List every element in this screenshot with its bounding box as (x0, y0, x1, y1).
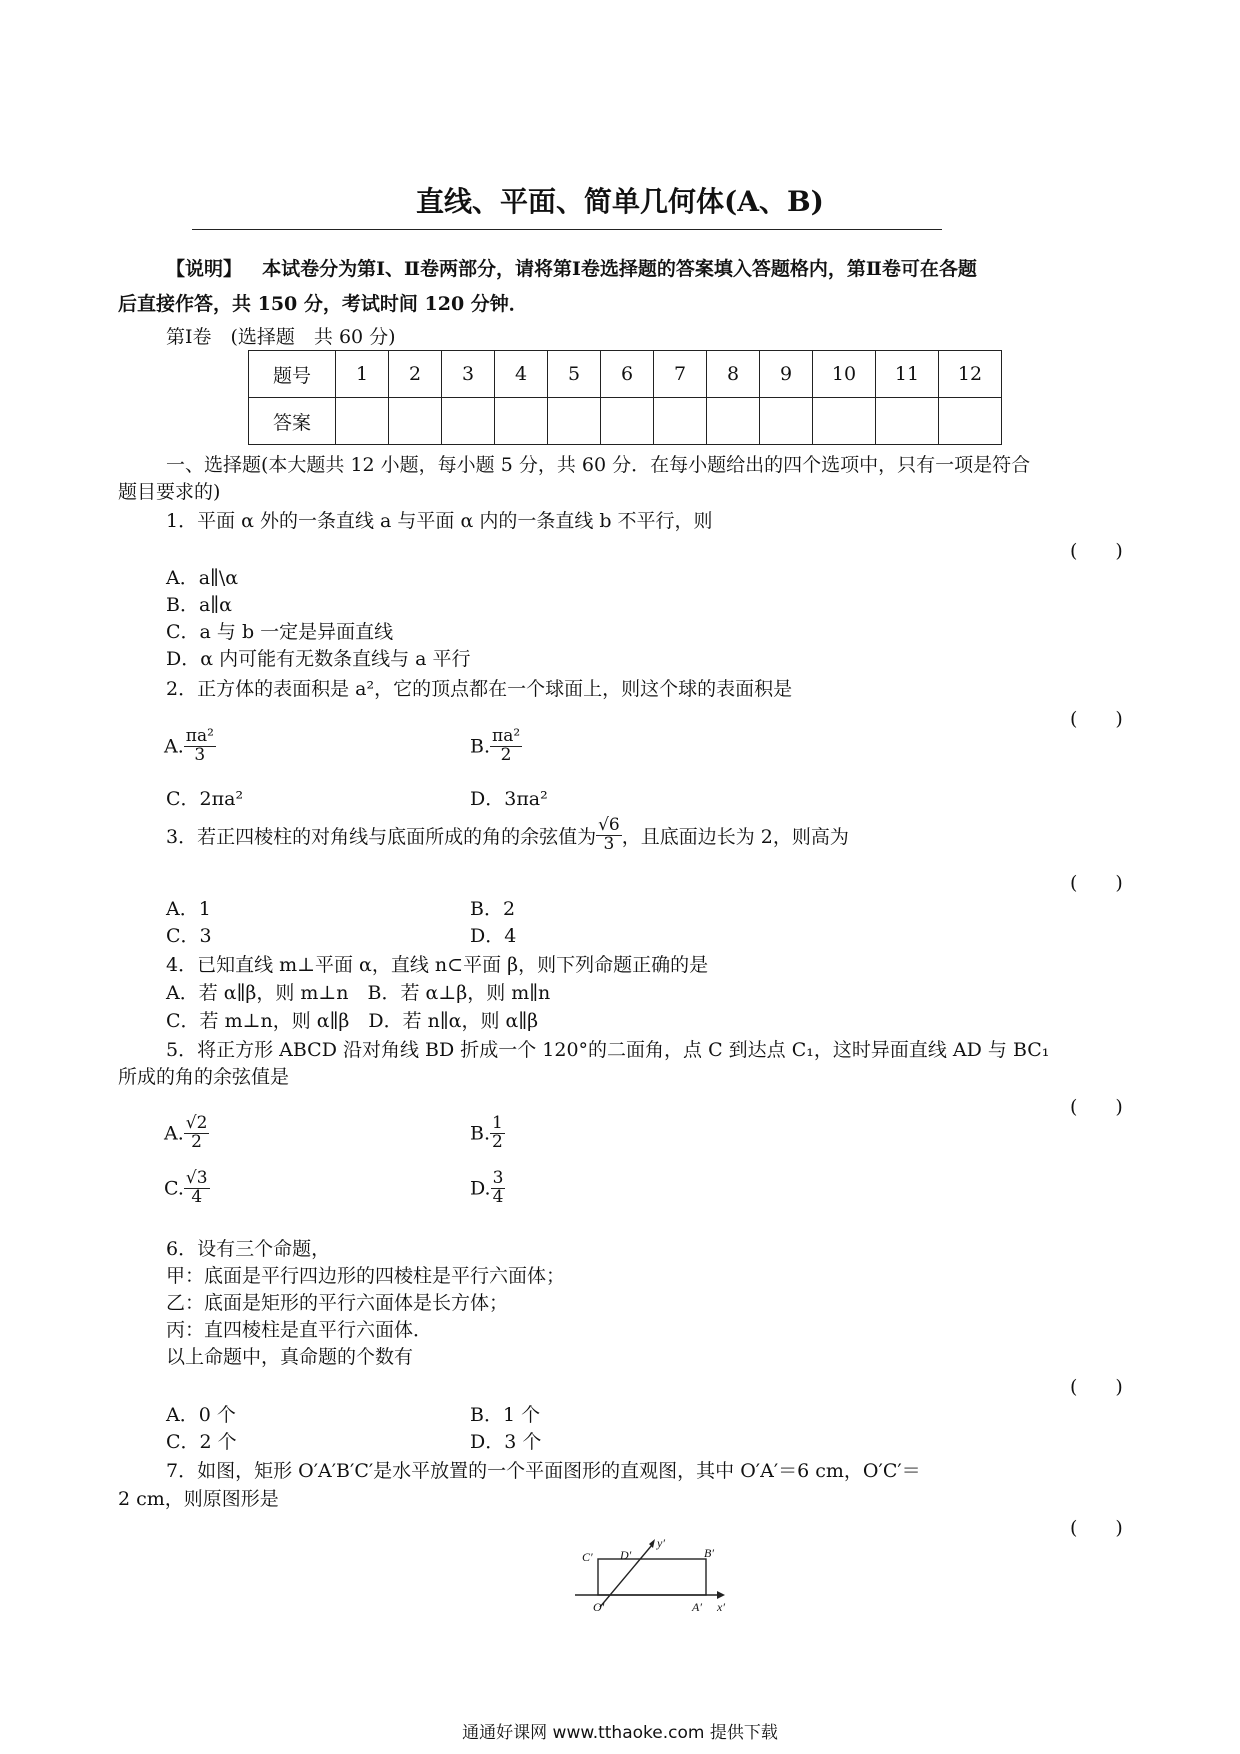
answer-cell[interactable] (813, 398, 876, 445)
q6-option-d: D．3 个 (470, 1431, 542, 1453)
answer-bracket: ( ) (1070, 872, 1123, 894)
label-x: x′ (717, 1600, 725, 1614)
q2-option-d: D．3πa² (470, 788, 548, 810)
q1-option-c: C．a 与 b 一定是异面直线 (166, 621, 394, 643)
fraction-numerator: πa² (492, 726, 521, 746)
answer-cell[interactable] (876, 398, 939, 445)
question-number-cell: 12 (939, 351, 1002, 398)
q5-option-b (470, 1115, 505, 1152)
answer-bracket: ( ) (1070, 1096, 1123, 1118)
q7-figure (565, 1535, 735, 1615)
answer-bracket: ( ) (1070, 1376, 1123, 1398)
answer-bracket: ( ) (1070, 1517, 1123, 1539)
q3-option-b: B．2 (470, 898, 516, 920)
fraction-denominator: 4 (191, 1186, 203, 1207)
question-number-cell: 3 (442, 351, 495, 398)
answer-table-answer-row (249, 398, 1002, 445)
label-y: y′ (657, 1536, 665, 1550)
instructions-line-2: 后直接作答，共 150 分，考试时间 120 分钟． (118, 293, 528, 315)
fraction-denominator: 2 (492, 1131, 503, 1152)
title-underline (192, 229, 942, 230)
answer-table-number-row (249, 351, 1002, 398)
fraction (491, 1170, 506, 1207)
label-b: B′ (704, 1546, 714, 1560)
question-number-cell: 10 (813, 351, 876, 398)
footer-source: 通通好课网 www.tthaoke.com 提供下载 (462, 1723, 778, 1743)
fraction-denominator: 2 (500, 744, 512, 765)
fraction-numerator: √2 (185, 1113, 208, 1133)
label-a: A′ (692, 1600, 702, 1614)
q3-option-c: C．3 (166, 925, 212, 947)
instructions-label: 【说明】 (166, 258, 243, 280)
answer-cell[interactable] (336, 398, 389, 445)
answer-bracket: ( ) (1070, 708, 1123, 730)
q3-stem-part-1: 3．若正四棱柱的对角线与底面所成的角的余弦值为 (166, 825, 597, 848)
question-number-cell: 8 (707, 351, 760, 398)
instructions-line-1 (166, 254, 977, 281)
page-title: 直线、平面、简单几何体(A、B) (416, 185, 824, 218)
q6-option-b: B．1 个 (470, 1404, 541, 1426)
q5-stem: 5．将正方形 ABCD 沿对角线 BD 折成一个 120°的二面角，点 C 到达点 C₁，这时异面直线 AD 与 BC₁ (166, 1039, 1050, 1061)
q6-stem: 6．设有三个命题， (166, 1238, 331, 1260)
fraction (184, 728, 216, 765)
option-label: A. (164, 735, 184, 758)
answer-cell[interactable] (548, 398, 601, 445)
option-label: B. (470, 735, 491, 758)
answer-cell[interactable] (389, 398, 442, 445)
answer-table (248, 350, 1002, 445)
answer-cell[interactable] (495, 398, 548, 445)
q6-option-c: C．2 个 (166, 1431, 237, 1453)
q3-stem (166, 817, 849, 854)
part1-heading: 第Ⅰ卷 (选择题 共 60 分) (166, 326, 396, 348)
fraction (184, 1115, 210, 1152)
q5-option-c (164, 1170, 210, 1207)
option-label: C. (164, 1177, 184, 1200)
fraction (596, 817, 622, 854)
fraction (490, 1115, 505, 1152)
q4-stem: 4．已知直线 m⊥平面 α，直线 n⊂平面 β，则下列命题正确的是 (166, 954, 709, 976)
q7-stem-cont: 2 cm，则原图形是 (118, 1488, 279, 1510)
answer-cell[interactable] (760, 398, 813, 445)
answer-cell[interactable] (601, 398, 654, 445)
q2-option-b (470, 728, 522, 765)
q2-option-c: C．2πa² (166, 788, 244, 810)
q6-statement-bing: 丙：直四棱柱是直平行六面体． (166, 1319, 433, 1341)
fraction-denominator: 2 (191, 1131, 202, 1152)
q1-option-d: D．α 内可能有无数条直线与 a 平行 (166, 648, 471, 670)
q3-stem-part-2: ，且底面边长为 2，则高为 (621, 825, 849, 848)
question-number-cell: 1 (336, 351, 389, 398)
answer-cell[interactable] (939, 398, 1002, 445)
q1-option-a: A．a∥\α (166, 567, 239, 589)
label-d: D′ (620, 1548, 632, 1562)
q5-stem-cont: 所成的角的余弦值是 (118, 1066, 290, 1088)
question-number-cell: 9 (760, 351, 813, 398)
fraction (490, 728, 522, 765)
q1-stem: 1．平面 α 外的一条直线 a 与平面 α 内的一条直线 b 不平行，则 (166, 510, 713, 532)
q5-option-d (470, 1170, 505, 1207)
fraction-numerator: 1 (492, 1113, 503, 1133)
fraction-numerator: √3 (185, 1168, 208, 1188)
question-number-cell: 11 (876, 351, 939, 398)
question-number-cell: 6 (601, 351, 654, 398)
q6-statement-yi: 乙：底面是矩形的平行六面体是长方体； (166, 1292, 509, 1314)
fraction-denominator: 4 (492, 1186, 504, 1207)
instructions-text-1: 本试卷分为第Ⅰ、Ⅱ卷两部分，请将第Ⅰ卷选择题的答案填入答题格内，第Ⅱ卷可在各题 (262, 258, 977, 280)
q2-option-a (164, 728, 216, 765)
q6-option-a: A．0 个 (166, 1404, 236, 1426)
label-o: O′ (593, 1600, 605, 1614)
q4-options-ab: A．若 α∥β，则 m⊥n B．若 α⊥β，则 m∥n (166, 982, 551, 1004)
section1-heading: 一、选择题(本大题共 12 小题，每小题 5 分，共 60 分．在每小题给出的四个选项中，只有一项是符合 (166, 454, 1031, 476)
answer-cell[interactable] (707, 398, 760, 445)
question-number-cell: 7 (654, 351, 707, 398)
answer-bracket: ( ) (1070, 540, 1123, 562)
q3-option-a: A．1 (166, 898, 211, 920)
option-label: D. (470, 1177, 491, 1200)
fraction-numerator: πa² (185, 726, 214, 746)
fraction-denominator: 3 (603, 833, 615, 854)
fraction-numerator: 3 (492, 1168, 504, 1188)
q3-option-d: D．4 (470, 925, 517, 947)
section1-heading-cont: 题目要求的) (118, 481, 221, 503)
q7-stem: 7．如图，矩形 O′A′B′C′是水平放置的一个平面图形的直观图，其中 O′A′＝6 cm，O′C′＝ (166, 1460, 921, 1482)
question-number-cell: 2 (389, 351, 442, 398)
q6-statement-jia: 甲：底面是平行四边形的四棱柱是平行六面体； (166, 1265, 566, 1287)
answer-table-row-label: 题号 (249, 351, 336, 398)
answer-cell[interactable] (442, 398, 495, 445)
fraction (184, 1170, 210, 1207)
q5-option-a (164, 1115, 209, 1152)
q2-stem: 2．正方体的表面积是 a²，它的顶点都在一个球面上，则这个球的表面积是 (166, 678, 793, 700)
option-label: A. (164, 1122, 184, 1145)
label-c: C′ (582, 1550, 593, 1564)
question-number-cell: 4 (495, 351, 548, 398)
q1-option-b: B．a∥α (166, 594, 232, 616)
fraction-denominator: 3 (194, 744, 206, 765)
x-axis-arrow (717, 1591, 725, 1599)
fraction-numerator: √6 (598, 815, 620, 835)
question-number-cell: 5 (548, 351, 601, 398)
q6-question: 以上命题中，真命题的个数有 (166, 1346, 414, 1368)
q4-options-cd: C．若 m⊥n，则 α∥β D．若 n∥α，则 α∥β (166, 1010, 539, 1032)
option-label: B. (470, 1122, 491, 1145)
answer-cell[interactable] (654, 398, 707, 445)
answer-table-row-label: 答案 (249, 398, 336, 445)
